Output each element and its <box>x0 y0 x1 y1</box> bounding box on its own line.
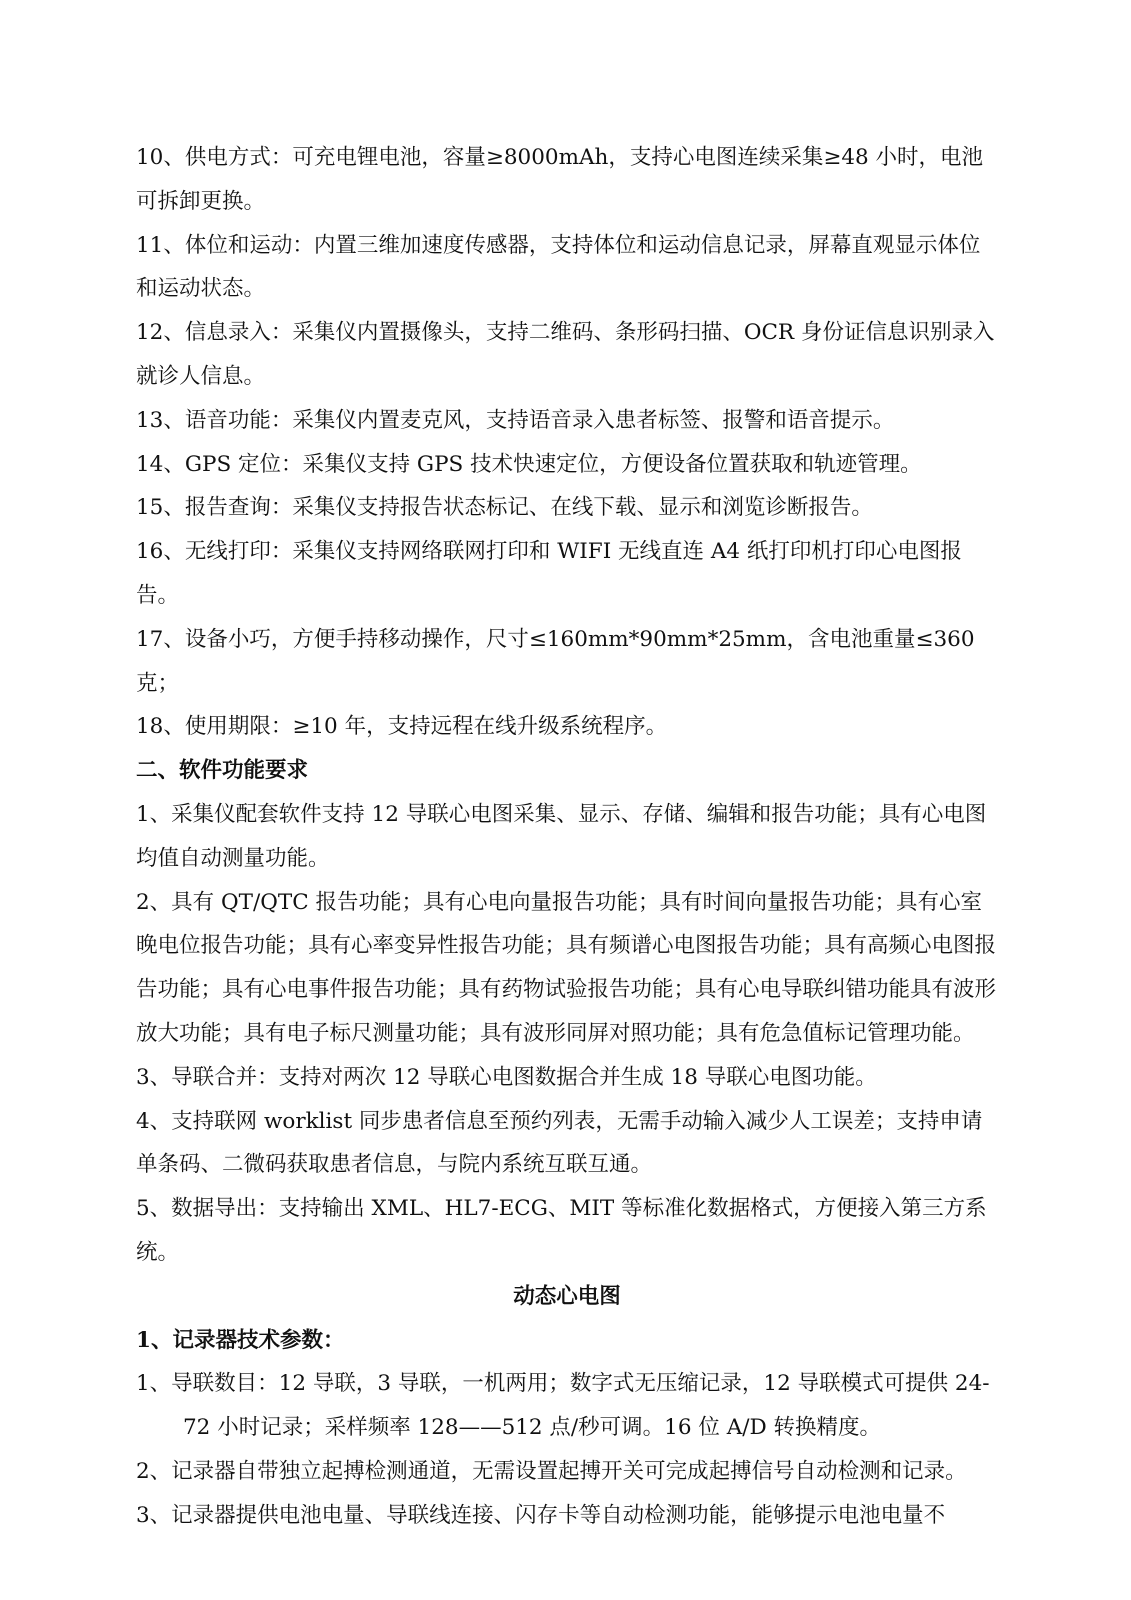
software-item-3: 3、导联合并：支持对两次 12 导联心电图数据合并生成 18 导联心电图功能。 <box>136 1064 877 1090</box>
paragraph-10-power-supply: 10、供电方式：可充电锂电池，容量≥8000mAh，支持心电图连续采集≥48 小时，电池可拆卸更换。 <box>136 145 984 214</box>
software-item-5: 5、数据导出：支持输出 XML、HL7-ECG、MIT 等标准化数据格式，方便接入第三方系统。 <box>136 1196 987 1265</box>
paragraph-14-gps: 14、GPS 定位：采集仪支持 GPS 技术快速定位，方便设备位置获取和轨迹管理。 <box>136 451 922 477</box>
recorder-item-2: 2、记录器自带独立起搏检测通道，无需设置起搏开关可完成起搏信号自动检测和记录。 <box>136 1458 967 1484</box>
software-item-1: 1、采集仪配套软件支持 12 导联心电图采集、显示、存储、编辑和报告功能；具有心电图均值自动测量功能。 <box>136 801 987 871</box>
software-item-4: 4、支持联网 worklist 同步患者信息至预约列表，无需手动输入减少人工误差；支持申请单条码、二微码获取患者信息，与院内系统互联互通。 <box>136 1108 983 1178</box>
paragraph-17-device-size: 17、设备小巧，方便手持移动操作，尺寸≤160mm*90mm*25mm，含电池重量≤360 克； <box>136 626 975 696</box>
holter-section-title: 动态心电图 <box>513 1283 621 1309</box>
recorder-params-heading: 1、记录器技术参数： <box>136 1327 345 1353</box>
software-item-2: 2、具有 QT/QTC 报告功能；具有心电向量报告功能；具有时间向量报告功能；具有心室晚电位报告功能；具有心率变异性报告功能；具有频谱心电图报告功能；具有高频心电图报告功能；具有心电事件报告功能；具有药物试验报告功能；具有心电导联纠错功能具有波形放大功能；具有电子标尺测量功能；具有波形同屏对照功能；具有危急值标记管理功能。 <box>136 889 997 1046</box>
paragraph-16-wireless-print: 16、无线打印：采集仪支持网络联网打印和 WIFI 无线直连 A4 纸打印机打印心电图报告。 <box>136 539 962 608</box>
document-body <box>136 136 998 1538</box>
paragraph-12-info-entry: 12、信息录入：采集仪内置摄像头，支持二维码、条形码扫描、OCR 身份证信息识别录入就诊人信息。 <box>136 320 995 389</box>
paragraph-11-posture-motion: 11、体位和运动：内置三维加速度传感器，支持体位和运动信息记录，屏幕直观显示体位和运动状态。 <box>136 232 981 302</box>
software-section-heading: 二、软件功能要求 <box>136 758 309 784</box>
recorder-item-1: 1、导联数目：12 导联，3 导联，一机两用；数字式无压缩记录，12 导联模式可提供 24-72 小时记录；采样频率 128——512 点/秒可调。16 位 A/D 转换精度。 <box>136 1371 990 1441</box>
paragraph-18-service-life: 18、使用期限：≥10 年，支持远程在线升级系统程序。 <box>136 714 668 740</box>
recorder-item-3: 3、记录器提供电池电量、导联线连接、闪存卡等自动检测功能，能够提示电池电量不 <box>136 1502 946 1528</box>
paragraph-15-report-query: 15、报告查询：采集仪支持报告状态标记、在线下载、显示和浏览诊断报告。 <box>136 495 873 521</box>
paragraph-13-voice: 13、语音功能：采集仪内置麦克风，支持语音录入患者标签、报警和语音提示。 <box>136 407 895 433</box>
